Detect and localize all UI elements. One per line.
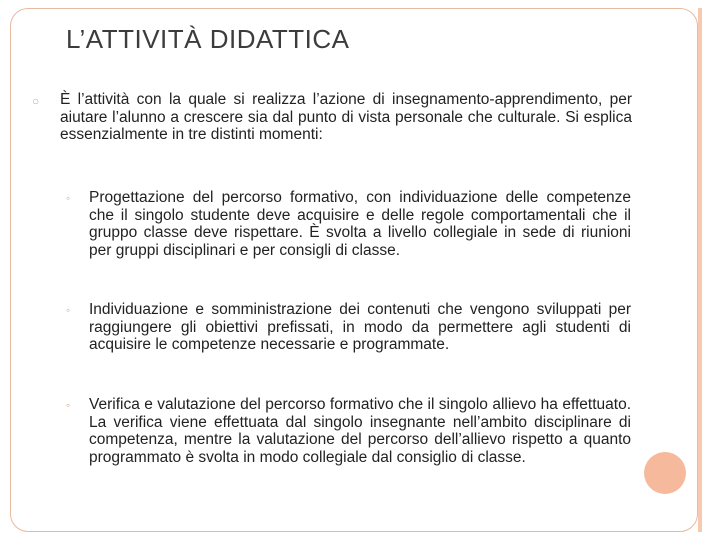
sub-bullet-icon: ◦ bbox=[66, 303, 71, 317]
sub-bullet-icon: ◦ bbox=[66, 398, 71, 412]
item-text: del percorso formativo che il singolo allievo ha effettuato. La verifica viene effettuata dal singolo insegnante nell’ambito disciplinare di competenza, mentre la valutazione del percorso dell’allievo rispetto a quanto programmato è svolta in modo collegiale dal consiglio di classe. bbox=[89, 396, 632, 466]
list-item-individuazione bbox=[89, 301, 631, 354]
bullet-icon: ○ bbox=[32, 94, 40, 108]
item-text: dei contenuti che vengono sviluppati per raggiungere gli obiettivi prefissati, in modo da permettere agli studenti di acquisire le competenze necessarie e programmate. bbox=[89, 301, 631, 353]
sub-bullet-icon: ◦ bbox=[66, 191, 71, 205]
item-lead: Verifica e valutazione bbox=[89, 396, 236, 413]
item-text: del percorso formativo, con individuazione delle competenze che il singolo studente deve acquisire e delle regole comportamentali che il gruppo classe deve rispettare. È svolta a livello collegiale in sede di riunioni per gruppi disciplinari e per consigli di classe. bbox=[89, 189, 631, 259]
slide-title: L’ATTIVITÀ DIDATTICA bbox=[66, 24, 350, 54]
decorative-circle bbox=[644, 452, 686, 494]
intro-paragraph: È l’attività con la quale si realizza l’azione di insegnamento-apprendimento, per aiutare l’alunno a crescere sia dal punto di vista personale che culturale. Si esplica essenzialmente in tre distinti momenti: bbox=[60, 91, 632, 143]
item-lead: Progettazione bbox=[89, 189, 185, 206]
item-lead: Individuazione e somministrazione bbox=[89, 301, 332, 318]
decorative-edge-bar bbox=[698, 8, 702, 532]
list-item-progettazione bbox=[89, 189, 631, 259]
list-item-verifica bbox=[89, 396, 631, 466]
